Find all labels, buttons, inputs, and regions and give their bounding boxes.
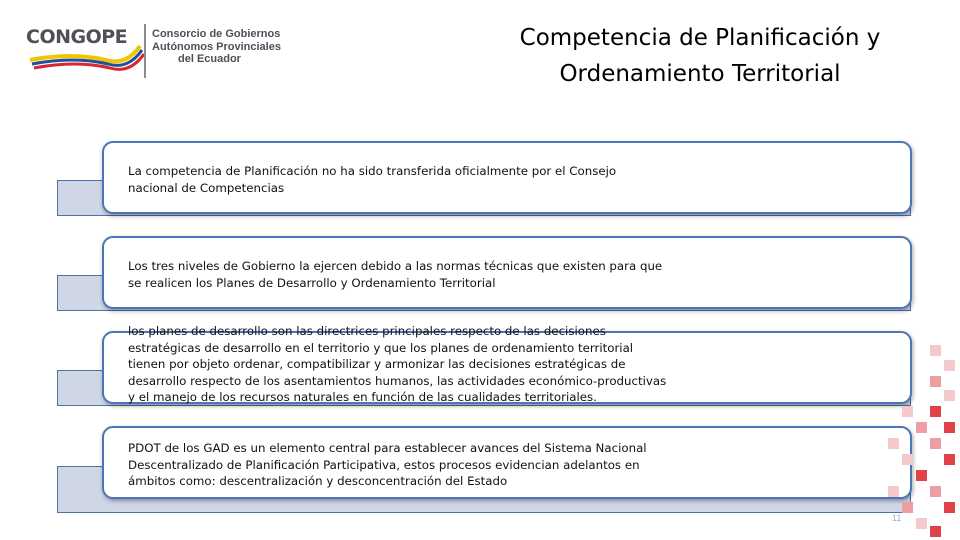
pixel-square xyxy=(916,518,927,529)
congope-logo xyxy=(22,16,284,78)
logo-org-line: Autónomos Provinciales xyxy=(152,40,281,53)
pixel-square xyxy=(930,526,941,537)
slide-title xyxy=(470,20,930,92)
pixel-square xyxy=(888,438,899,449)
slide-title-line: Ordenamiento Territorial xyxy=(559,61,841,87)
pixel-square xyxy=(930,486,941,497)
page-number: 11 xyxy=(892,513,902,523)
info-card xyxy=(102,324,912,404)
pixel-square xyxy=(902,406,913,417)
decorative-pixels xyxy=(860,340,960,540)
pixel-square xyxy=(888,486,899,497)
pixel-square xyxy=(916,470,927,481)
logo-org-name xyxy=(152,28,292,66)
pixel-square xyxy=(944,360,955,371)
info-card xyxy=(102,426,912,499)
logo-divider xyxy=(144,24,146,78)
pixel-square xyxy=(944,454,955,465)
pixel-square xyxy=(930,406,941,417)
pixel-square xyxy=(916,422,927,433)
card-text: Los tres niveles de Gobierno la ejercen debido a las normas técnicas que existen para que se realicen los Planes de Desarrollo y Ordenamiento Territorial xyxy=(128,259,663,290)
logo-org-line: del Ecuador xyxy=(178,53,241,65)
pixel-square xyxy=(902,454,913,465)
card-text: La competencia de Planificación no ha sido transferida oficialmente por el Consejo nacional de Competencias xyxy=(128,164,617,195)
card-text: PDOT de los GAD es un elemento central para establecer avances del Sistema Nacional Descentralizado de Planificación Participativa, estos procesos evidencian adelantos en ámbitos como: descentralización y desconcentración del Estado xyxy=(128,441,647,488)
pixel-square xyxy=(944,390,955,401)
info-card xyxy=(102,236,912,309)
pixel-square xyxy=(944,422,955,433)
pixel-square xyxy=(944,502,955,513)
logo-org-line: Consorcio de Gobiernos xyxy=(152,28,281,40)
pixel-square xyxy=(902,502,913,513)
info-card xyxy=(102,141,912,214)
pixel-square xyxy=(930,345,941,356)
logo-wordmark: CONGOPE xyxy=(26,26,128,48)
pixel-square xyxy=(930,438,941,449)
pixel-square xyxy=(930,376,941,387)
slide-title-line: Competencia de Planificación y xyxy=(519,25,881,51)
card-text: los planes de desarrollo son las directrices principales respecto de las decisiones estratégicas de desarrollo en el territorio y que los planes de ordenamiento territorial tienen por objeto ordenar, compatibilizar y armonizar las decisiones estratégicas de desarrollo respecto de los asentamientos humanos, las actividades económico-productivas y el manejo de los recursos naturales en función de las cualidades territoriales. xyxy=(128,324,667,404)
